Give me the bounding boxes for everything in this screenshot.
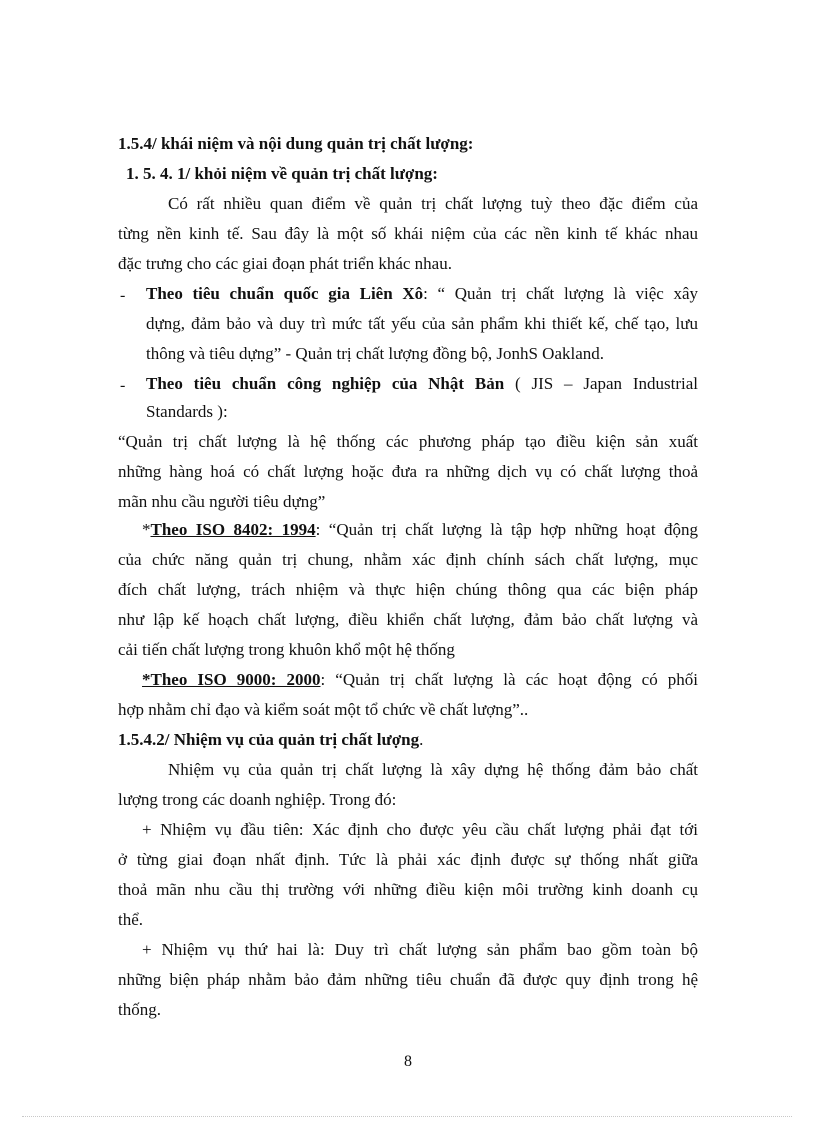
- section-heading-1-5-4-2-period: .: [419, 730, 424, 749]
- japan-quote-line-3: mãn nhu cầu người tiêu dựng”: [118, 492, 326, 511]
- japan-label: Theo tiêu chuẩn công nghiệp của Nhật Bản: [146, 374, 505, 393]
- task-1-line-4: thể.: [118, 910, 144, 929]
- tasks-intro-line-1: Nhiệm vụ của quản trị chất lượng là xây dựng hệ thống đảm bảo chất: [168, 760, 698, 779]
- intro-line-1: Có rất nhiều quan điểm về quản trị chất lượng tuỳ theo đặc điểm của: [168, 194, 698, 213]
- task-1-line-3: thoả mãn nhu cầu thị trường với những điều kiện môi trường kinh doanh cụ: [118, 880, 698, 899]
- bullet-dash: -: [120, 287, 126, 304]
- task-2-line-2: những biện pháp nhằm bảo đảm những tiêu chuẩn đã được quy định trong hệ: [118, 970, 698, 989]
- section-heading-1-5-4-1: 1. 5. 4. 1/ khỏi niệm về quản trị chất lượng:: [126, 164, 438, 183]
- soviet-label: Theo tiêu chuẩn quốc gia Liên Xô: [146, 284, 424, 303]
- task-2-line-3: thống.: [118, 1000, 161, 1019]
- section-heading-1-5-4-2-text: 1.5.4.2/ Nhiệm vụ của quản trị chất lượng: [118, 730, 420, 749]
- task-1-line-1: + Nhiệm vụ đầu tiên: Xác định cho được yêu cầu chất lượng phải đạt tới: [142, 820, 698, 839]
- task-1-line-2: ở từng giai đoạn nhất định. Tức là phải xác định được sự thống nhất giữa: [118, 850, 698, 869]
- japan-quote-line-1: “Quản trị chất lượng là hệ thống các phương pháp tạo điều kiện sản xuất: [118, 432, 698, 451]
- soviet-definition-line-1: [146, 284, 698, 304]
- bullet-dash: -: [120, 377, 126, 394]
- soviet-text-start: : “ Quản trị chất lượng là việc xây: [423, 284, 698, 303]
- iso8402-line-2: của chức năng quản trị chung, nhằm xác định chính sách chất lượng, mục: [118, 550, 698, 569]
- tasks-intro-line-2: lượng trong các doanh nghiệp. Trong đó:: [118, 790, 397, 809]
- intro-line-3: đặc trưng cho các giai đoạn phát triển khác nhau.: [118, 254, 452, 273]
- iso9000-line-1: [142, 670, 698, 690]
- iso9000-label: *Theo ISO 9000: 2000: [142, 670, 321, 689]
- soviet-definition-line-2: dựng, đảm bảo và duy trì mức tất yếu của sản phẩm khi thiết kế, chế tạo, lưu: [146, 314, 698, 333]
- iso8402-line-3: đích chất lượng, trách nhiệm và thực hiện chúng thông qua các biện pháp: [118, 580, 698, 599]
- iso8402-text-start: : “Quản trị chất lượng là tập hợp những hoạt động: [315, 520, 698, 539]
- iso8402-star: *: [142, 520, 151, 539]
- iso8402-line-4: như lập kế hoạch chất lượng, điều khiển chất lượng, đảm bảo chất lượng và: [118, 610, 698, 629]
- task-2-line-1: + Nhiệm vụ thứ hai là: Duy trì chất lượng sản phẩm bao gồm toàn bộ: [142, 940, 698, 959]
- soviet-definition-line-3: thông và tiêu dựng” - Quản trị chất lượng đồng bộ, JonhS Oakland.: [146, 344, 605, 363]
- japan-quote-line-2: những hàng hoá có chất lượng hoặc đưa ra những dịch vụ có chất lượng thoả: [118, 462, 698, 481]
- intro-line-2: từng nền kinh tế. Sau đây là một số khái niệm của các nền kinh tế khác nhau: [118, 224, 698, 243]
- iso8402-line-5: cải tiến chất lượng trong khuôn khổ một hệ thống: [118, 640, 455, 659]
- section-heading-1-5-4: 1.5.4/ khái niệm và nội dung quản trị chất lượng:: [118, 134, 474, 153]
- iso9000-text-start: : “Quản trị chất lượng là các hoạt động có phối: [320, 670, 698, 689]
- japan-text-start: ( JIS – Japan Industrial: [504, 374, 698, 393]
- japan-definition-line-2: Standards ):: [146, 402, 228, 421]
- japan-definition-line-1: [146, 374, 698, 394]
- iso8402-label: Theo ISO 8402: 1994: [150, 520, 316, 539]
- section-heading-1-5-4-2: [118, 730, 698, 750]
- page-number: 8: [404, 1053, 412, 1070]
- page-border-divider: [22, 1116, 792, 1117]
- iso8402-line-1: [142, 520, 698, 540]
- iso9000-line-2: hợp nhằm chỉ đạo và kiểm soát một tổ chức về chất lượng”..: [118, 700, 529, 719]
